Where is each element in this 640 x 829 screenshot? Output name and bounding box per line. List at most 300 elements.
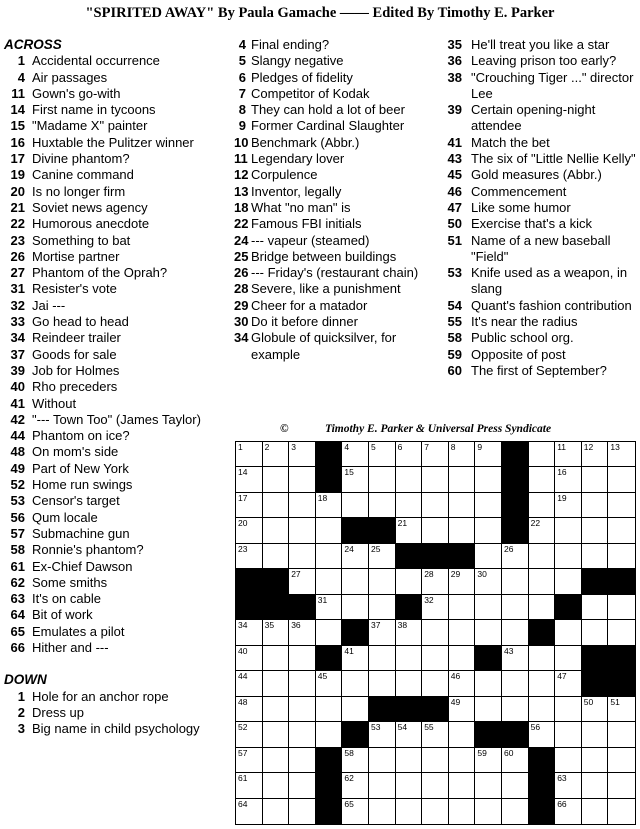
grid-cell[interactable] bbox=[263, 748, 290, 773]
grid-cell[interactable] bbox=[396, 569, 423, 594]
clue-text: Is no longer firm bbox=[32, 183, 126, 199]
clue-text: Goods for sale bbox=[32, 346, 117, 362]
grid-cell[interactable] bbox=[289, 799, 316, 824]
down-clue-list-2 bbox=[234, 37, 442, 363]
grid-cell[interactable] bbox=[582, 722, 609, 747]
grid-cell[interactable] bbox=[608, 799, 635, 824]
grid-cell[interactable] bbox=[502, 799, 529, 824]
grid-cell[interactable] bbox=[422, 748, 449, 773]
grid-cell[interactable] bbox=[449, 697, 476, 722]
grid-cell[interactable] bbox=[289, 646, 316, 671]
grid-cell[interactable] bbox=[555, 569, 582, 594]
clue-item bbox=[4, 314, 232, 330]
grid-cell[interactable] bbox=[502, 544, 529, 569]
grid-cell[interactable] bbox=[582, 493, 609, 518]
grid-block bbox=[342, 518, 369, 543]
grid-cell[interactable] bbox=[263, 467, 290, 492]
clue-item bbox=[444, 102, 638, 135]
grid-cell[interactable] bbox=[316, 620, 343, 645]
clue-text: Former Cardinal Slaughter bbox=[251, 118, 405, 134]
grid-cell[interactable] bbox=[316, 493, 343, 518]
grid-cell[interactable] bbox=[236, 442, 263, 467]
grid-cell[interactable] bbox=[369, 467, 396, 492]
clue-number: 47 bbox=[447, 199, 462, 215]
clue-text: Cheer for a matador bbox=[251, 297, 368, 313]
clue-text: Without bbox=[32, 395, 77, 411]
grid-cell[interactable] bbox=[475, 569, 502, 594]
clue-text: Air passages bbox=[32, 69, 108, 85]
grid-cell[interactable] bbox=[608, 697, 635, 722]
grid-block bbox=[529, 799, 556, 824]
grid-cell[interactable] bbox=[396, 671, 423, 696]
clue-item bbox=[4, 624, 232, 640]
grid-cell[interactable] bbox=[529, 569, 556, 594]
grid-cell[interactable] bbox=[449, 442, 476, 467]
grid-cell[interactable] bbox=[608, 748, 635, 773]
grid-cell[interactable] bbox=[289, 493, 316, 518]
cell-number: 46 bbox=[450, 671, 461, 682]
clue-number: 62 bbox=[10, 574, 25, 590]
grid-cell[interactable] bbox=[369, 646, 396, 671]
cell-number: 56 bbox=[530, 722, 541, 733]
cell-number: 23 bbox=[238, 543, 248, 554]
grid-cell[interactable] bbox=[263, 722, 290, 747]
grid-block bbox=[263, 595, 290, 620]
grid-cell[interactable] bbox=[263, 799, 290, 824]
grid-cell[interactable] bbox=[502, 595, 529, 620]
grid-cell[interactable] bbox=[582, 799, 609, 824]
clue-text: Emulates a pilot bbox=[32, 623, 125, 639]
clue-item bbox=[4, 396, 232, 412]
grid-cell[interactable] bbox=[582, 442, 609, 467]
clue-item bbox=[234, 330, 442, 363]
clue-text: Inventor, legally bbox=[251, 183, 342, 199]
grid-cell[interactable] bbox=[529, 697, 556, 722]
grid-cell[interactable] bbox=[475, 799, 502, 824]
grid-cell[interactable] bbox=[342, 544, 369, 569]
grid-cell[interactable] bbox=[475, 467, 502, 492]
grid-cell[interactable] bbox=[289, 544, 316, 569]
grid-cell[interactable] bbox=[475, 773, 502, 798]
grid-cell[interactable] bbox=[422, 722, 449, 747]
grid-cell[interactable] bbox=[316, 595, 343, 620]
grid-cell[interactable] bbox=[502, 671, 529, 696]
grid-cell[interactable] bbox=[289, 722, 316, 747]
grid-cell[interactable] bbox=[289, 748, 316, 773]
grid-cell[interactable] bbox=[396, 442, 423, 467]
grid-cell[interactable] bbox=[555, 442, 582, 467]
clue-item bbox=[234, 314, 442, 330]
grid-cell[interactable] bbox=[289, 467, 316, 492]
grid-cell[interactable] bbox=[236, 722, 263, 747]
grid-cell[interactable] bbox=[289, 773, 316, 798]
grid-cell[interactable] bbox=[289, 569, 316, 594]
grid-block bbox=[502, 518, 529, 543]
grid-cell[interactable] bbox=[529, 646, 556, 671]
grid-cell[interactable] bbox=[449, 773, 476, 798]
grid-cell[interactable] bbox=[422, 671, 449, 696]
grid-cell[interactable] bbox=[555, 620, 582, 645]
grid-cell[interactable] bbox=[608, 442, 635, 467]
grid-cell[interactable] bbox=[289, 518, 316, 543]
down-clue-list-3 bbox=[444, 37, 638, 379]
grid-cell[interactable] bbox=[555, 467, 582, 492]
grid-cell[interactable] bbox=[236, 697, 263, 722]
grid-cell[interactable] bbox=[555, 671, 582, 696]
grid-cell[interactable] bbox=[582, 595, 609, 620]
grid-cell[interactable] bbox=[236, 671, 263, 696]
cell-number: 20 bbox=[238, 518, 248, 529]
grid-cell[interactable] bbox=[316, 722, 343, 747]
grid-cell[interactable] bbox=[342, 569, 369, 594]
grid-cell[interactable] bbox=[449, 493, 476, 518]
clue-text: Humorous anecdote bbox=[32, 216, 150, 232]
grid-cell[interactable] bbox=[422, 569, 449, 594]
grid-cell[interactable] bbox=[396, 518, 423, 543]
copyright-line bbox=[234, 423, 640, 438]
grid-cell[interactable] bbox=[263, 646, 290, 671]
grid-block bbox=[529, 773, 556, 798]
clue-item bbox=[234, 102, 442, 118]
grid-cell[interactable] bbox=[289, 442, 316, 467]
grid-cell[interactable] bbox=[396, 620, 423, 645]
clue-number: 3 bbox=[17, 721, 25, 737]
cell-number: 5 bbox=[371, 442, 376, 452]
grid-cell[interactable] bbox=[608, 467, 635, 492]
grid-cell[interactable] bbox=[236, 773, 263, 798]
grid-cell[interactable] bbox=[263, 773, 290, 798]
clue-item bbox=[4, 330, 232, 346]
clue-number: 14 bbox=[10, 102, 25, 118]
grid-cell[interactable] bbox=[582, 518, 609, 543]
clue-item bbox=[234, 37, 442, 53]
grid-cell[interactable] bbox=[342, 697, 369, 722]
clue-text: The six of "Little Nellie Kelly" bbox=[471, 151, 636, 167]
clue-text: Submachine gun bbox=[32, 525, 130, 541]
clue-number: 30 bbox=[234, 314, 249, 330]
cell-number: 28 bbox=[424, 569, 434, 580]
grid-cell[interactable] bbox=[236, 544, 263, 569]
clue-number: 17 bbox=[10, 151, 25, 167]
grid-cell[interactable] bbox=[582, 467, 609, 492]
grid-cell[interactable] bbox=[289, 697, 316, 722]
grid-cell[interactable] bbox=[422, 799, 449, 824]
grid-cell[interactable] bbox=[529, 518, 556, 543]
grid-cell[interactable] bbox=[582, 620, 609, 645]
clue-item bbox=[444, 265, 638, 298]
grid-cell[interactable] bbox=[582, 697, 609, 722]
grid-cell[interactable] bbox=[396, 799, 423, 824]
grid-cell[interactable] bbox=[396, 748, 423, 773]
grid-cell[interactable] bbox=[422, 620, 449, 645]
grid-cell[interactable] bbox=[449, 518, 476, 543]
grid-cell[interactable] bbox=[316, 569, 343, 594]
clue-item bbox=[234, 265, 442, 281]
grid-cell[interactable] bbox=[369, 620, 396, 645]
grid-cell[interactable] bbox=[289, 671, 316, 696]
grid-block bbox=[396, 595, 423, 620]
clue-item bbox=[444, 151, 638, 167]
grid-cell[interactable] bbox=[263, 671, 290, 696]
grid-cell[interactable] bbox=[582, 773, 609, 798]
clue-item bbox=[234, 281, 442, 297]
clue-text: Rho preceders bbox=[32, 379, 118, 395]
clue-number: 16 bbox=[10, 134, 25, 150]
clue-item bbox=[4, 216, 232, 232]
grid-cell[interactable] bbox=[263, 544, 290, 569]
clue-number: 10 bbox=[234, 134, 249, 150]
clue-number: 41 bbox=[447, 134, 462, 150]
grid-cell[interactable] bbox=[475, 620, 502, 645]
grid-cell[interactable] bbox=[236, 493, 263, 518]
grid-cell[interactable] bbox=[449, 569, 476, 594]
grid-cell[interactable] bbox=[449, 799, 476, 824]
grid-cell[interactable] bbox=[475, 748, 502, 773]
puzzle-title: "SPIRITED AWAY" By Paula Gamache —— Edited By Timothy E. Parker bbox=[85, 5, 555, 21]
cell-number: 62 bbox=[344, 773, 354, 784]
grid-cell[interactable] bbox=[369, 671, 396, 696]
grid-cell[interactable] bbox=[422, 595, 449, 620]
cell-number: 35 bbox=[264, 620, 275, 631]
grid-cell[interactable] bbox=[422, 646, 449, 671]
grid-cell[interactable] bbox=[449, 646, 476, 671]
clue-text: Home run swings bbox=[32, 477, 133, 493]
grid-cell[interactable] bbox=[475, 595, 502, 620]
grid-cell[interactable] bbox=[342, 493, 369, 518]
clue-item bbox=[444, 167, 638, 183]
grid-cell[interactable] bbox=[502, 748, 529, 773]
cell-number: 43 bbox=[504, 645, 514, 656]
grid-cell[interactable] bbox=[236, 467, 263, 492]
grid-cell[interactable] bbox=[342, 748, 369, 773]
cell-number: 47 bbox=[557, 671, 567, 682]
cell-number: 57 bbox=[238, 747, 248, 758]
grid-cell[interactable] bbox=[422, 518, 449, 543]
clue-number: 64 bbox=[10, 607, 25, 623]
grid-cell[interactable] bbox=[608, 493, 635, 518]
grid-cell[interactable] bbox=[236, 748, 263, 773]
clue-text: Dress up bbox=[32, 704, 85, 720]
clue-text: Like some humor bbox=[471, 199, 571, 215]
grid-block bbox=[316, 799, 343, 824]
grid-cell[interactable] bbox=[529, 671, 556, 696]
clue-text: Ronnie's phantom? bbox=[32, 542, 144, 558]
clue-column-2 bbox=[234, 37, 442, 363]
grid-cell[interactable] bbox=[502, 646, 529, 671]
grid-cell[interactable] bbox=[502, 620, 529, 645]
clue-text: Competitor of Kodak bbox=[251, 85, 370, 101]
grid-block bbox=[502, 722, 529, 747]
clue-item bbox=[234, 233, 442, 249]
grid-cell[interactable] bbox=[502, 569, 529, 594]
grid-cell[interactable] bbox=[236, 646, 263, 671]
clue-number: 52 bbox=[10, 477, 25, 493]
grid-cell[interactable] bbox=[342, 773, 369, 798]
clue-item bbox=[444, 363, 638, 379]
grid-cell[interactable] bbox=[316, 518, 343, 543]
cell-number: 36 bbox=[291, 620, 301, 631]
clue-text: "Crouching Tiger ..." director Lee bbox=[471, 69, 634, 101]
clue-number: 56 bbox=[10, 509, 25, 525]
grid-cell[interactable] bbox=[396, 773, 423, 798]
grid-cell[interactable] bbox=[342, 595, 369, 620]
grid-cell[interactable] bbox=[555, 493, 582, 518]
grid-cell[interactable] bbox=[422, 773, 449, 798]
clue-item bbox=[4, 102, 232, 118]
clue-item bbox=[4, 493, 232, 509]
grid-cell[interactable] bbox=[608, 722, 635, 747]
grid-cell[interactable] bbox=[396, 646, 423, 671]
grid-cell[interactable] bbox=[582, 544, 609, 569]
grid-block bbox=[342, 722, 369, 747]
grid-cell[interactable] bbox=[396, 493, 423, 518]
grid-cell[interactable] bbox=[449, 620, 476, 645]
grid-cell[interactable] bbox=[342, 799, 369, 824]
grid-cell[interactable] bbox=[342, 646, 369, 671]
clue-text: Phantom of the Oprah? bbox=[32, 265, 168, 281]
grid-cell[interactable] bbox=[449, 467, 476, 492]
grid-cell[interactable] bbox=[289, 620, 316, 645]
grid-cell[interactable] bbox=[608, 544, 635, 569]
clue-item bbox=[234, 249, 442, 265]
grid-cell[interactable] bbox=[529, 442, 556, 467]
clue-item bbox=[234, 200, 442, 216]
grid-cell[interactable] bbox=[369, 799, 396, 824]
grid-cell[interactable] bbox=[582, 748, 609, 773]
grid-cell[interactable] bbox=[529, 722, 556, 747]
cell-number: 49 bbox=[450, 696, 461, 707]
cell-number: 8 bbox=[450, 442, 456, 452]
clue-number: 58 bbox=[447, 330, 462, 346]
grid-cell[interactable] bbox=[555, 748, 582, 773]
clue-number: 13 bbox=[234, 183, 249, 199]
grid-cell[interactable] bbox=[422, 442, 449, 467]
grid-cell[interactable] bbox=[608, 773, 635, 798]
grid-cell[interactable] bbox=[369, 595, 396, 620]
grid-cell[interactable] bbox=[475, 518, 502, 543]
clue-item bbox=[4, 689, 232, 705]
clue-text: Bridge between buildings bbox=[251, 248, 397, 264]
cell-number: 9 bbox=[477, 442, 483, 452]
grid-cell[interactable] bbox=[369, 748, 396, 773]
clue-number: 35 bbox=[447, 37, 462, 52]
clue-item bbox=[444, 200, 638, 216]
clue-number: 39 bbox=[447, 102, 462, 118]
grid-cell[interactable] bbox=[555, 773, 582, 798]
grid-cell[interactable] bbox=[529, 467, 556, 492]
grid-cell[interactable] bbox=[316, 544, 343, 569]
grid-block bbox=[555, 595, 582, 620]
grid-cell[interactable] bbox=[555, 518, 582, 543]
grid-cell[interactable] bbox=[236, 518, 263, 543]
grid-cell[interactable] bbox=[555, 697, 582, 722]
grid-cell[interactable] bbox=[316, 671, 343, 696]
clue-item bbox=[4, 721, 232, 737]
grid-cell[interactable] bbox=[449, 671, 476, 696]
cell-number: 58 bbox=[344, 747, 354, 758]
grid-cell[interactable] bbox=[342, 442, 369, 467]
grid-cell[interactable] bbox=[475, 671, 502, 696]
grid-cell[interactable] bbox=[316, 697, 343, 722]
cell-number: 26 bbox=[504, 543, 514, 554]
grid-cell[interactable] bbox=[236, 799, 263, 824]
grid-cell[interactable] bbox=[369, 493, 396, 518]
grid-cell[interactable] bbox=[449, 722, 476, 747]
clue-item bbox=[4, 510, 232, 526]
clue-item bbox=[4, 526, 232, 542]
grid-block bbox=[582, 671, 609, 696]
grid-cell[interactable] bbox=[236, 620, 263, 645]
grid-cell[interactable] bbox=[529, 544, 556, 569]
grid-block bbox=[529, 620, 556, 645]
grid-cell[interactable] bbox=[263, 620, 290, 645]
grid-cell[interactable] bbox=[396, 722, 423, 747]
clue-number: 58 bbox=[10, 542, 25, 558]
grid-cell[interactable] bbox=[475, 544, 502, 569]
grid-cell[interactable] bbox=[422, 493, 449, 518]
grid-cell[interactable] bbox=[529, 493, 556, 518]
grid-cell[interactable] bbox=[608, 620, 635, 645]
clue-item bbox=[444, 37, 638, 53]
grid-cell[interactable] bbox=[555, 799, 582, 824]
grid-cell[interactable] bbox=[342, 671, 369, 696]
grid-cell[interactable] bbox=[263, 697, 290, 722]
grid-cell[interactable] bbox=[263, 493, 290, 518]
grid-cell[interactable] bbox=[422, 467, 449, 492]
grid-cell[interactable] bbox=[263, 518, 290, 543]
clue-number: 4 bbox=[17, 69, 25, 85]
grid-cell[interactable] bbox=[555, 544, 582, 569]
grid-block bbox=[342, 620, 369, 645]
grid-cell[interactable] bbox=[475, 493, 502, 518]
clue-number: 32 bbox=[10, 297, 25, 313]
grid-cell[interactable] bbox=[369, 722, 396, 747]
grid-cell[interactable] bbox=[475, 442, 502, 467]
grid-cell[interactable] bbox=[369, 569, 396, 594]
clue-item bbox=[444, 135, 638, 151]
clue-number: 53 bbox=[10, 493, 25, 509]
grid-cell[interactable] bbox=[475, 697, 502, 722]
clue-item bbox=[4, 151, 232, 167]
clue-item bbox=[4, 428, 232, 444]
clue-number: 27 bbox=[10, 265, 25, 281]
clue-text: Certain opening-night attendee bbox=[471, 102, 596, 134]
grid-cell[interactable] bbox=[342, 467, 369, 492]
grid-cell[interactable] bbox=[555, 722, 582, 747]
grid-cell[interactable] bbox=[608, 518, 635, 543]
clue-text: Gold measures (Abbr.) bbox=[471, 167, 602, 183]
grid-cell[interactable] bbox=[449, 748, 476, 773]
grid-cell[interactable] bbox=[608, 595, 635, 620]
grid-cell[interactable] bbox=[396, 467, 423, 492]
grid-cell[interactable] bbox=[263, 442, 290, 467]
grid-block bbox=[369, 518, 396, 543]
grid-cell[interactable] bbox=[449, 595, 476, 620]
grid-cell[interactable] bbox=[369, 544, 396, 569]
grid-cell[interactable] bbox=[502, 697, 529, 722]
clue-number: 42 bbox=[10, 411, 25, 427]
cell-number: 38 bbox=[397, 620, 408, 631]
grid-cell[interactable] bbox=[529, 595, 556, 620]
grid-cell[interactable] bbox=[555, 646, 582, 671]
grid-cell[interactable] bbox=[369, 773, 396, 798]
grid-cell[interactable] bbox=[502, 773, 529, 798]
clue-text: Go head to head bbox=[32, 314, 129, 330]
grid-block bbox=[608, 671, 635, 696]
cell-number: 61 bbox=[238, 773, 248, 784]
grid-block bbox=[236, 595, 263, 620]
grid-cell[interactable] bbox=[369, 442, 396, 467]
